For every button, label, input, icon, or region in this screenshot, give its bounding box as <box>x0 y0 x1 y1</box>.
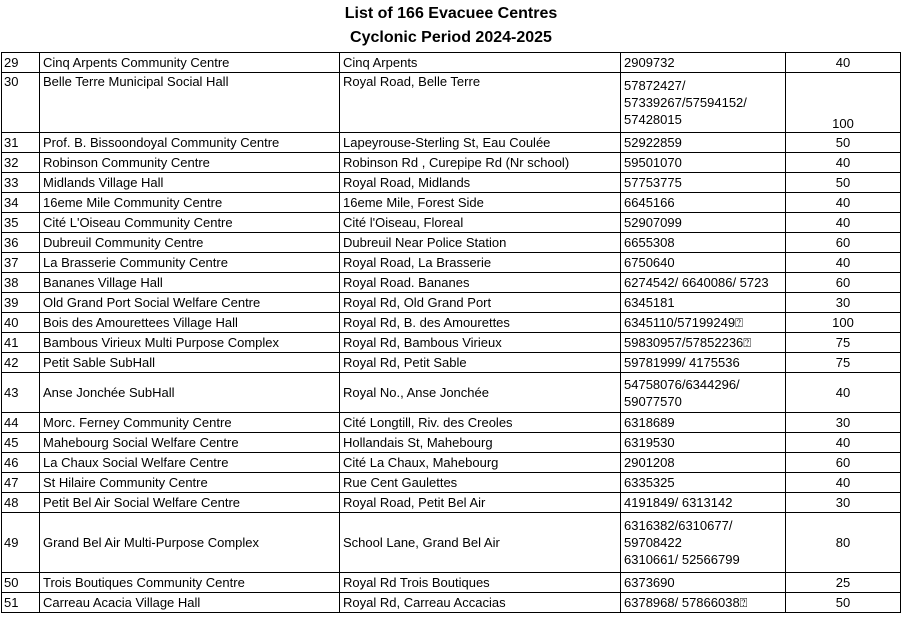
centre-address: Cinq Arpents <box>340 53 621 73</box>
centre-address: Royal Rd Trois Boutiques <box>340 573 621 593</box>
centre-name: La Chaux Social Welfare Centre <box>40 453 340 473</box>
phone-line: 59708422 <box>624 535 682 550</box>
centre-address: Lapeyrouse-Sterling St, Eau Coulée <box>340 133 621 153</box>
centre-capacity: 30 <box>786 493 901 513</box>
phone-line: 59501070 <box>624 155 682 170</box>
table-row <box>2 333 901 353</box>
phone-line: 6319530 <box>624 435 675 450</box>
centre-number: 43 <box>2 373 40 413</box>
phone-line: 57872427/ <box>624 78 686 93</box>
centre-name: Petit Sable SubHall <box>40 353 340 373</box>
centre-address: Royal Road, Petit Bel Air <box>340 493 621 513</box>
phone-line: 6373690 <box>624 575 675 590</box>
centre-number: 37 <box>2 253 40 273</box>
centre-name: 16eme Mile Community Centre <box>40 193 340 213</box>
centre-name: La Brasserie Community Centre <box>40 253 340 273</box>
centre-name: Midlands Village Hall <box>40 173 340 193</box>
table-body <box>2 53 901 613</box>
centre-capacity: 100 <box>786 73 901 133</box>
centre-phone <box>621 253 786 273</box>
centre-number: 45 <box>2 433 40 453</box>
phone-line: 6645166 <box>624 195 675 210</box>
phone-line: 2901208 <box>624 455 675 470</box>
phone-line: 6316382/6310677/ <box>624 518 733 533</box>
centre-address: 16eme Mile, Forest Side <box>340 193 621 213</box>
centre-capacity: 50 <box>786 173 901 193</box>
centre-address: Royal Rd, Bambous Virieux <box>340 333 621 353</box>
centre-number: 31 <box>2 133 40 153</box>
centre-capacity: 30 <box>786 413 901 433</box>
centre-number: 35 <box>2 213 40 233</box>
phone-line: 6318689 <box>624 415 675 430</box>
centre-name: Carreau Acacia Village Hall <box>40 593 340 613</box>
centre-address: Royal Rd, Petit Sable <box>340 353 621 373</box>
centre-phone <box>621 213 786 233</box>
phone-line: 57428015 <box>624 112 682 127</box>
phone-line: 52907099 <box>624 215 682 230</box>
centre-number: 34 <box>2 193 40 213</box>
centre-capacity: 40 <box>786 193 901 213</box>
centre-number: 36 <box>2 233 40 253</box>
centre-capacity: 40 <box>786 53 901 73</box>
centre-number: 48 <box>2 493 40 513</box>
centre-number: 49 <box>2 513 40 573</box>
centre-capacity: 50 <box>786 133 901 153</box>
phone-line: 57753775 <box>624 175 682 190</box>
centre-capacity: 60 <box>786 453 901 473</box>
centre-name: Old Grand Port Social Welfare Centre <box>40 293 340 313</box>
centre-capacity: 60 <box>786 273 901 293</box>
centre-number: 30 <box>2 73 40 133</box>
centre-phone <box>621 573 786 593</box>
centre-phone <box>621 313 786 333</box>
centre-capacity: 30 <box>786 293 901 313</box>
centre-phone <box>621 293 786 313</box>
centre-address: Royal Road, Belle Terre <box>340 73 621 133</box>
centre-number: 46 <box>2 453 40 473</box>
centre-address: Royal Road, Midlands <box>340 173 621 193</box>
phone-line: 6274542/ 6640086/ 5723 <box>624 275 769 290</box>
evacuee-centres-table <box>1 52 901 613</box>
phone-line: 6335325 <box>624 475 675 490</box>
centre-phone <box>621 513 786 573</box>
table-row <box>2 513 901 573</box>
centre-capacity: 40 <box>786 433 901 453</box>
table-row <box>2 573 901 593</box>
title-line-1: List of 166 Evacuee Centres <box>344 5 558 22</box>
centre-name: Dubreuil Community Centre <box>40 233 340 253</box>
centre-address: Royal Road. Bananes <box>340 273 621 293</box>
centre-address: Royal Rd, Carreau Accacias <box>340 593 621 613</box>
centre-address: Royal Rd, Old Grand Port <box>340 293 621 313</box>
centre-name: Bambous Virieux Multi Purpose Complex <box>40 333 340 353</box>
table-row <box>2 413 901 433</box>
centre-phone <box>621 73 786 133</box>
centre-number: 47 <box>2 473 40 493</box>
centre-phone <box>621 453 786 473</box>
table-row <box>2 133 901 153</box>
centre-phone <box>621 473 786 493</box>
centre-capacity: 25 <box>786 573 901 593</box>
centre-phone <box>621 273 786 293</box>
centre-capacity: 40 <box>786 373 901 413</box>
centre-name: Cité L'Oiseau Community Centre <box>40 213 340 233</box>
phone-line: 59077570 <box>624 393 682 409</box>
centre-number: 44 <box>2 413 40 433</box>
centre-number: 29 <box>2 53 40 73</box>
centre-capacity: 40 <box>786 153 901 173</box>
centre-phone <box>621 413 786 433</box>
phone-line: 59830957/57852236⍰ <box>624 335 752 350</box>
centre-name: St Hilaire Community Centre <box>40 473 340 493</box>
phone-line: 6750640 <box>624 255 675 270</box>
centre-phone <box>621 53 786 73</box>
centre-capacity: 100 <box>786 313 901 333</box>
phone-line: 6310661/ 52566799 <box>624 552 740 567</box>
centre-number: 51 <box>2 593 40 613</box>
table-row <box>2 433 901 453</box>
centre-name: Belle Terre Municipal Social Hall <box>40 73 340 133</box>
centre-address: Hollandais St, Mahebourg <box>340 433 621 453</box>
centre-capacity: 40 <box>786 213 901 233</box>
phone-line: 4191849/ 6313142 <box>624 495 733 510</box>
phone-line: 54758076/6344296/ <box>624 376 740 392</box>
table-row <box>2 373 901 413</box>
table-row <box>2 173 901 193</box>
centre-capacity: 40 <box>786 473 901 493</box>
table-row <box>2 353 901 373</box>
centre-name: Cinq Arpents Community Centre <box>40 53 340 73</box>
phone-line: 6655308 <box>624 235 675 250</box>
centre-name: Prof. B. Bissoondoyal Community Centre <box>40 133 340 153</box>
centre-address: Royal No., Anse Jonchée <box>340 373 621 413</box>
table-row <box>2 213 901 233</box>
centre-phone <box>621 593 786 613</box>
centre-phone <box>621 373 786 413</box>
phone-line: 59781999/ 4175536 <box>624 355 740 370</box>
centre-phone <box>621 173 786 193</box>
phone-line: 6345110/57199249⍰ <box>624 315 743 330</box>
phone-line: 6378968/ 57866038⍰ <box>624 595 748 610</box>
centre-name: Petit Bel Air Social Welfare Centre <box>40 493 340 513</box>
phone-line: 52922859 <box>624 135 682 150</box>
centre-address: Robinson Rd , Curepipe Rd (Nr school) <box>340 153 621 173</box>
table-row <box>2 273 901 293</box>
centre-capacity: 75 <box>786 353 901 373</box>
centre-phone <box>621 133 786 153</box>
centre-capacity: 50 <box>786 593 901 613</box>
centre-number: 39 <box>2 293 40 313</box>
centre-number: 40 <box>2 313 40 333</box>
centre-phone <box>621 433 786 453</box>
title-line-2: Cyclonic Period 2024-2025 <box>350 29 552 46</box>
centre-name: Anse Jonchée SubHall <box>40 373 340 413</box>
centre-capacity: 80 <box>786 513 901 573</box>
centre-phone <box>621 153 786 173</box>
centre-address: School Lane, Grand Bel Air <box>340 513 621 573</box>
centre-number: 50 <box>2 573 40 593</box>
table-row <box>2 293 901 313</box>
table-row <box>2 233 901 253</box>
centre-number: 38 <box>2 273 40 293</box>
table-row <box>2 53 901 73</box>
table-row <box>2 473 901 493</box>
table-row <box>2 253 901 273</box>
centre-name: Robinson Community Centre <box>40 153 340 173</box>
centre-address: Cité La Chaux, Mahebourg <box>340 453 621 473</box>
table-row <box>2 193 901 213</box>
centre-number: 33 <box>2 173 40 193</box>
table-row <box>2 73 901 133</box>
centre-address: Dubreuil Near Police Station <box>340 233 621 253</box>
centre-phone <box>621 233 786 253</box>
centre-name: Bananes Village Hall <box>40 273 340 293</box>
table-row <box>2 493 901 513</box>
table-row <box>2 153 901 173</box>
centre-address: Rue Cent Gaulettes <box>340 473 621 493</box>
centre-number: 41 <box>2 333 40 353</box>
centre-capacity: 60 <box>786 233 901 253</box>
centre-phone <box>621 493 786 513</box>
centre-name: Mahebourg Social Welfare Centre <box>40 433 340 453</box>
centre-address: Cité Longtill, Riv. des Creoles <box>340 413 621 433</box>
table-row <box>2 593 901 613</box>
table-row <box>2 453 901 473</box>
phone-line: 6345181 <box>624 295 675 310</box>
phone-line: 57339267/57594152/ <box>624 95 747 110</box>
phone-line: 2909732 <box>624 55 675 70</box>
centre-number: 32 <box>2 153 40 173</box>
centre-capacity: 75 <box>786 333 901 353</box>
centre-name: Grand Bel Air Multi-Purpose Complex <box>40 513 340 573</box>
table-row <box>2 313 901 333</box>
centre-capacity: 40 <box>786 253 901 273</box>
document-title <box>0 0 902 50</box>
centre-phone <box>621 193 786 213</box>
centre-name: Bois des Amourettees Village Hall <box>40 313 340 333</box>
centre-address: Royal Road, La Brasserie <box>340 253 621 273</box>
centre-name: Morc. Ferney Community Centre <box>40 413 340 433</box>
centre-address: Royal Rd, B. des Amourettes <box>340 313 621 333</box>
centre-address: Cité l'Oiseau, Floreal <box>340 213 621 233</box>
centre-phone <box>621 333 786 353</box>
centre-phone <box>621 353 786 373</box>
centre-number: 42 <box>2 353 40 373</box>
centre-name: Trois Boutiques Community Centre <box>40 573 340 593</box>
